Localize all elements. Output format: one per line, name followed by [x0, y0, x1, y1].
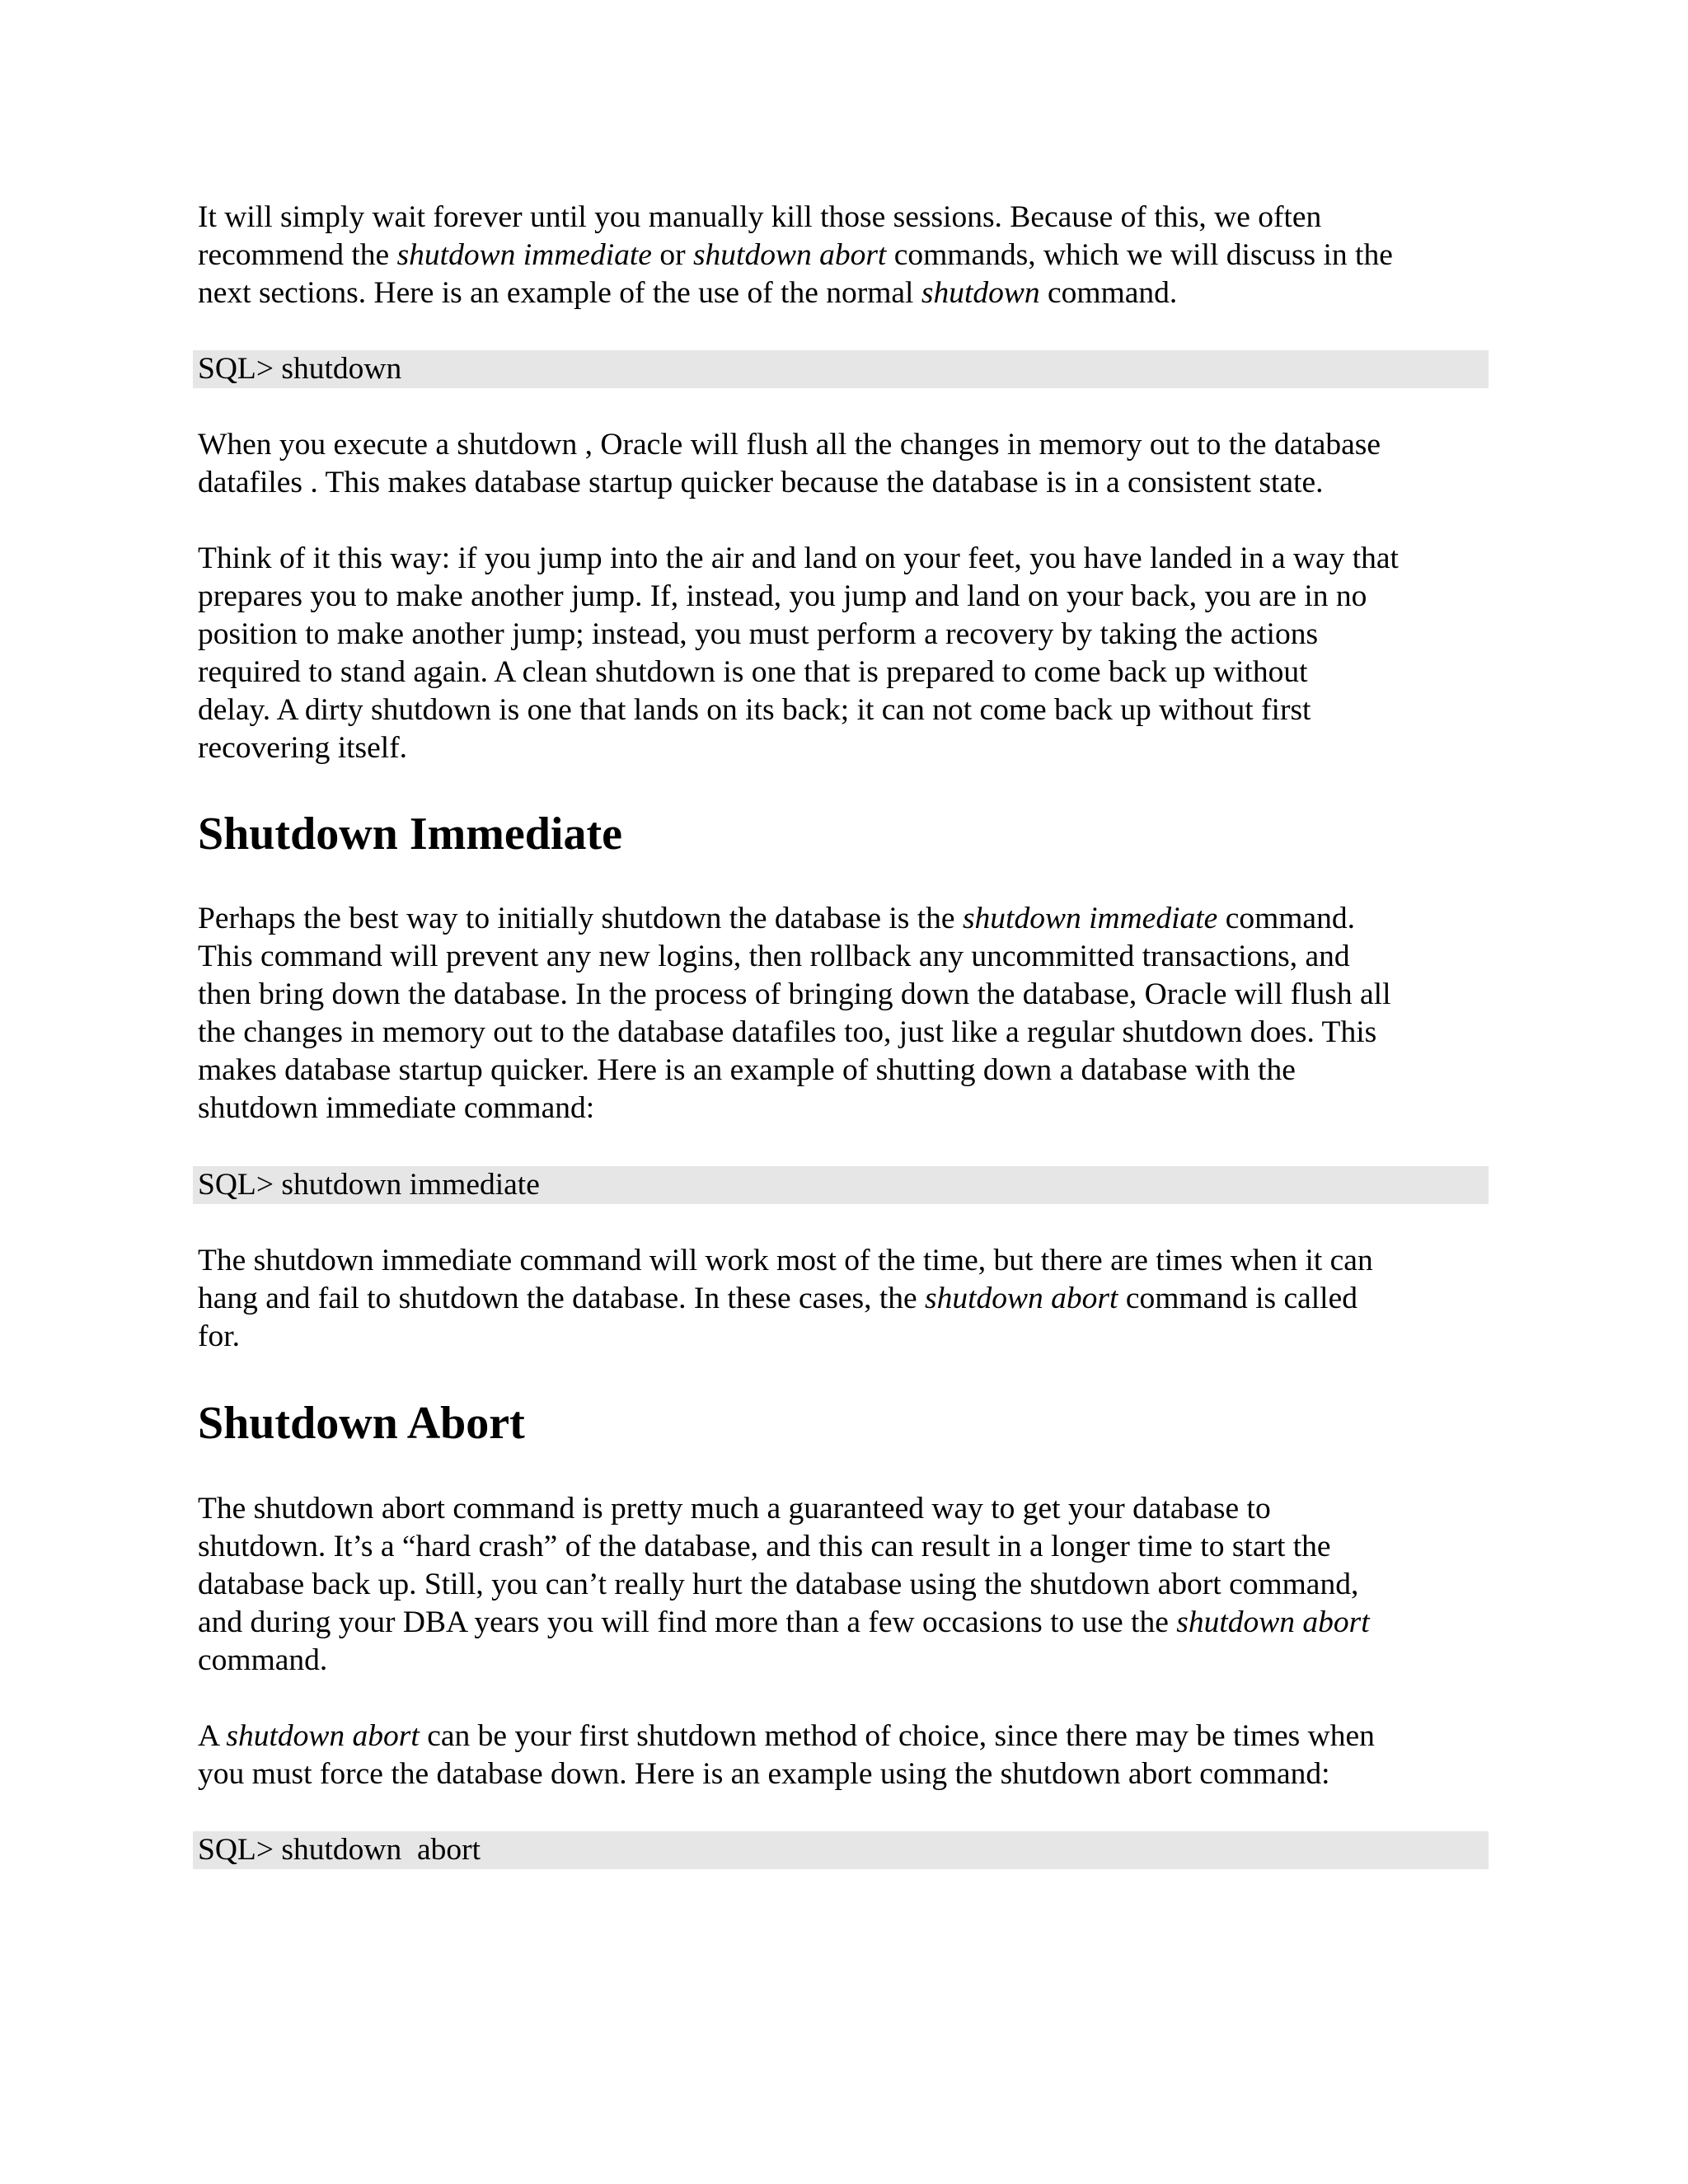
text-run: recommend the [198, 238, 397, 272]
text-line [198, 1604, 1500, 1642]
immediate-paragraph [198, 900, 1500, 1127]
text-run: next sections. Here is an example of the use of the normal [198, 276, 921, 310]
section-heading-shutdown-abort: Shutdown Abort [198, 1398, 525, 1449]
text-line: shutdown. It’s a “hard crash” of the database, and this can result in a longer time to start the [198, 1530, 1331, 1563]
italic-run: shutdown abort [692, 238, 887, 272]
italic-run: shutdown abort [1176, 1605, 1370, 1639]
text-run: hang and fail to shutdown the database. In these cases, the [198, 1282, 926, 1315]
text-line: then bring down the database. In the process of bringing down the database, Oracle will flush all [198, 977, 1391, 1011]
abort-choice-paragraph [198, 1718, 1500, 1793]
text-run: and during your DBA years you will find more than a few occasions to use the [198, 1605, 1177, 1639]
text-run: command. [1217, 902, 1355, 935]
text-line: command. [198, 1643, 328, 1677]
text-line [198, 274, 1500, 312]
text-run: It will simply wait forever until you manually kill those sessions. Because of this, we often [198, 200, 1322, 234]
text-run: command. [1039, 276, 1178, 310]
text-line: you must force the database down. Here is an example using the shutdown abort command: [198, 1757, 1330, 1791]
immediate-hang-paragraph [198, 1242, 1500, 1356]
text-run: command is called [1118, 1282, 1357, 1315]
text-line: makes database startup quicker. Here is an example of shutting down a database with the [198, 1053, 1296, 1087]
text-line: This command will prevent any new logins, then rollback any uncommitted transactions, and [198, 940, 1350, 973]
text-run: Perhaps the best way to initially shutdown the database is the [198, 902, 963, 935]
italic-run: shutdown immediate [962, 902, 1218, 935]
text-line: The shutdown abort command is pretty much a guaranteed way to get your database to [198, 1492, 1271, 1526]
text-line: database back up. Still, you can’t really hurt the database using the shutdown abort command, [198, 1568, 1359, 1601]
flush-paragraph [198, 426, 1500, 502]
text-line [198, 1280, 1500, 1318]
text-line [198, 900, 1500, 938]
text-line: recovering itself. [198, 731, 408, 765]
text-run: A [198, 1719, 227, 1753]
italic-run: shutdown [921, 276, 1040, 310]
italic-run: shutdown abort [925, 1282, 1118, 1315]
analogy-paragraph [198, 540, 1500, 767]
text-line: prepares you to make another jump. If, instead, you jump and land on your back, you are in no [198, 579, 1367, 613]
text-line: datafiles . This makes database startup quicker because the database is in a consistent state. [198, 466, 1324, 499]
text-run: or [651, 238, 693, 272]
intro-paragraph [198, 199, 1500, 312]
text-line: Think of it this way: if you jump into the air and land on your feet, you have landed in a way that [198, 541, 1399, 575]
text-line: the changes in memory out to the database datafiles too, just like a regular shutdown does. This [198, 1015, 1377, 1049]
text-line [198, 237, 1500, 274]
italic-run: shutdown immediate [396, 238, 652, 272]
text-line [198, 199, 1500, 237]
text-run: commands, which we will discuss in the [886, 238, 1393, 272]
text-line: required to stand again. A clean shutdown is one that is prepared to come back up without [198, 655, 1308, 689]
text-line: for. [198, 1319, 241, 1353]
section-heading-shutdown-immediate: Shutdown Immediate [198, 808, 622, 860]
text-line: position to make another jump; instead, you must perform a recovery by taking the actions [198, 617, 1319, 651]
text-line: shutdown immediate command: [198, 1091, 595, 1125]
text-run: can be your first shutdown method of choice, since there may be times when [419, 1719, 1375, 1753]
text-line: The shutdown immediate command will work most of the time, but there are times when it can [198, 1244, 1373, 1277]
code-block-shutdown-abort: SQL> shutdown abort [193, 1831, 1489, 1869]
text-line: When you execute a shutdown , Oracle will flush all the changes in memory out to the database [198, 428, 1381, 462]
text-line: delay. A dirty shutdown is one that lands on its back; it can not come back up without first [198, 693, 1311, 727]
italic-run: shutdown abort [226, 1719, 420, 1753]
code-block-shutdown-immediate: SQL> shutdown immediate [193, 1166, 1489, 1204]
text-line [198, 1718, 1500, 1755]
code-block-shutdown: SQL> shutdown [193, 350, 1489, 388]
abort-paragraph [198, 1490, 1500, 1680]
